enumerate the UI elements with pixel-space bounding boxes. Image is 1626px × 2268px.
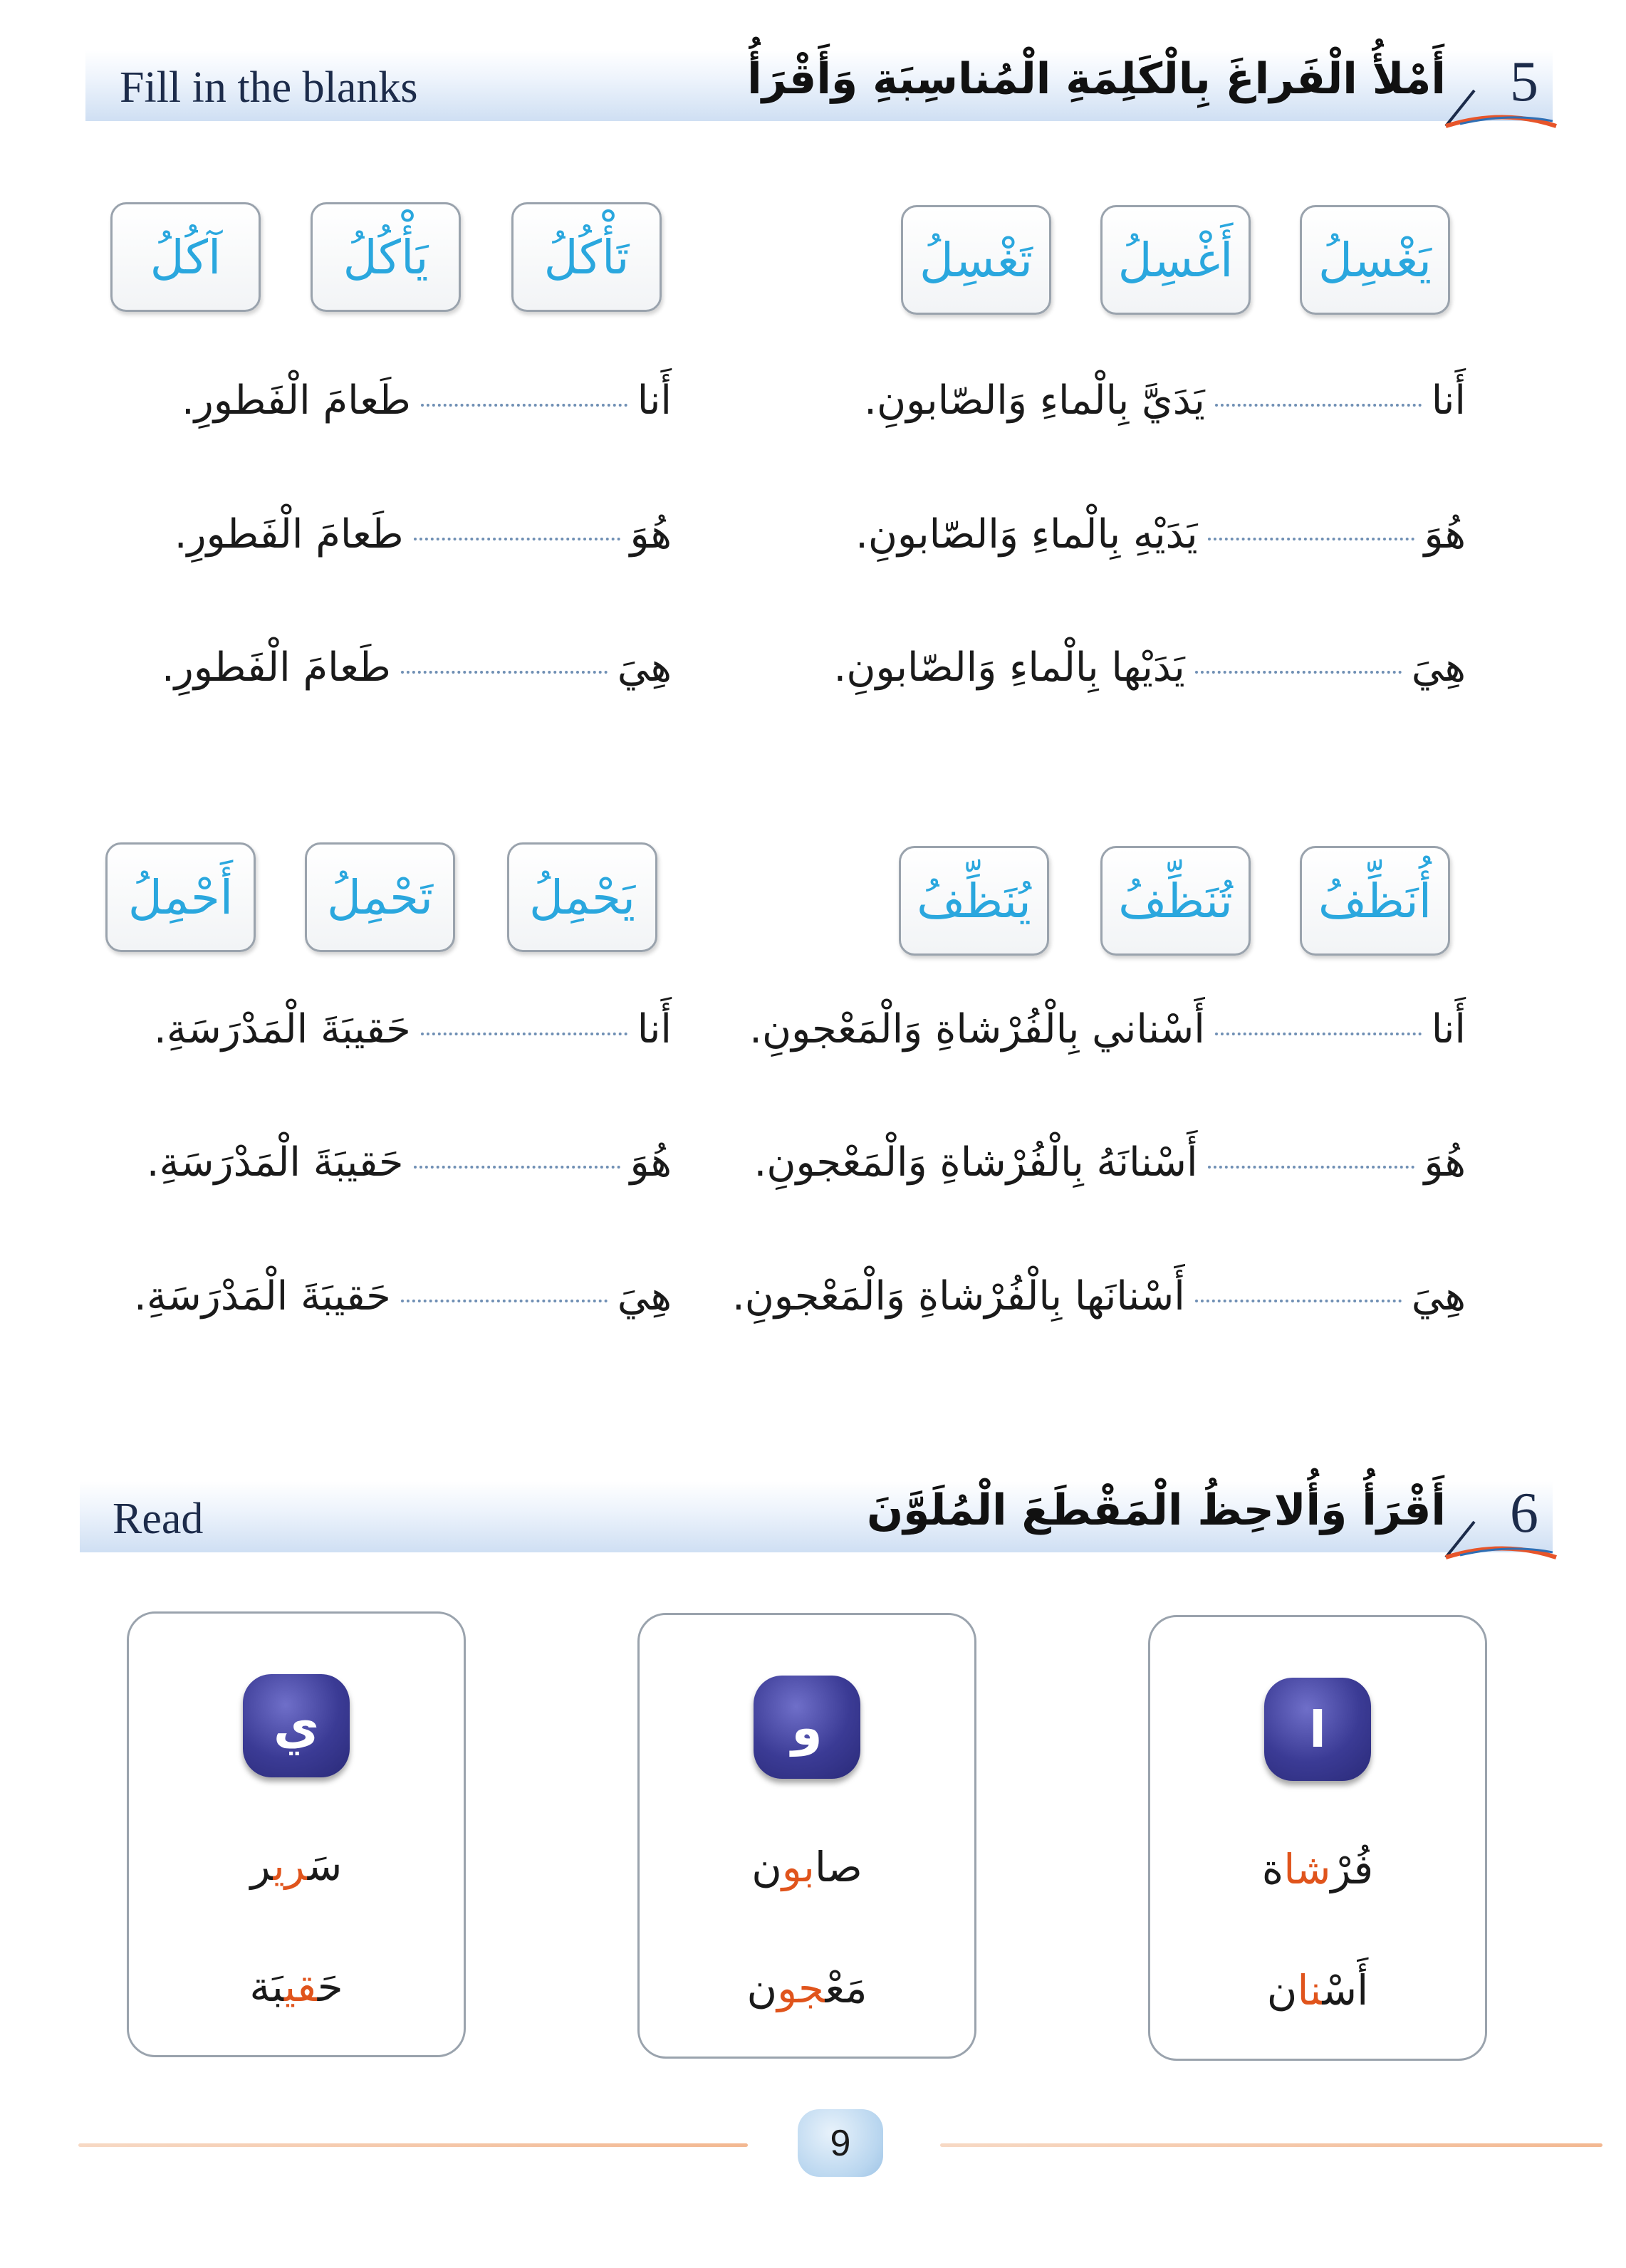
blank-field[interactable] [401,1298,608,1302]
letter-badge: ي [243,1674,350,1777]
sentence-rest: حَقيبَةَ الْمَدْرَسَةِ. [134,1273,391,1319]
sentence-1-4 [182,377,672,424]
section-6-header [80,1481,1553,1552]
sentence-rest: أَسْنانَها بِالْفُرْشاةِ وَالْمَعْجونِ. [731,1273,1185,1319]
blank-field[interactable] [414,536,620,540]
word-option-yunazzifu[interactable]: يُنَظِّفُ [899,846,1049,956]
card-word: حَقيبَة [249,1963,343,2011]
card-word: فُرْشاة [1261,1845,1374,1893]
blank-field[interactable] [1195,1298,1402,1302]
sentence-rest: يَدَيَّ بِالْماءِ وَالصّابونِ. [864,377,1205,424]
sentence-2-5 [147,1139,672,1186]
section-6-number: 6 [1510,1482,1538,1545]
sentence-rest: أَسْناني بِالْفُرْشاةِ وَالْمَعْجونِ. [749,1006,1205,1052]
word-option-aghsilu[interactable]: أَغْسِلُ [1100,205,1251,315]
blank-field[interactable] [421,1031,627,1035]
section-5-title-ar: أَمْلأُ الْفَراغَ بِالْكَلِمَةِ الْمُناسِبَةِ وَأَقْرَأُ [747,54,1446,104]
section-5-title-en: Fill in the blanks [120,63,418,112]
sentence-1-3 [834,644,1466,691]
sentence-rest: يَدَيْها بِالْماءِ وَالصّابونِ. [833,644,1185,691]
word-option-taghsilu[interactable]: تَغْسِلُ [901,205,1051,315]
word-option-tunazzifu[interactable]: تُنَظِّفُ [1100,846,1251,956]
sentence-subject: أَنا [637,1006,672,1052]
blank-field[interactable] [401,669,608,674]
sentence-2-3 [732,1273,1466,1319]
section-6-title-en: Read [113,1495,204,1543]
blank-field[interactable] [1208,536,1414,540]
letter-card-ya [127,1611,466,2057]
sentence-rest: يَدَيْهِ بِالْماءِ وَالصّابونِ. [855,511,1198,558]
swoosh-icon [1432,1518,1560,1561]
sentence-subject: هِيَ [617,1273,672,1319]
blank-field[interactable] [1215,402,1422,407]
blank-field[interactable] [1215,1031,1422,1035]
sentence-subject: هُوَ [630,511,672,558]
blank-field[interactable] [1208,1164,1414,1169]
sentence-subject: أَنا [1431,377,1466,424]
letter-card-waw [637,1613,976,2059]
sentence-subject: أَنا [1431,1006,1466,1052]
sentence-1-2 [855,511,1466,558]
sentence-1-6 [162,644,672,691]
sentence-rest: طَعامَ الْفَطورِ. [182,377,411,424]
blank-field[interactable] [1195,669,1402,674]
sentence-subject: أَنا [637,377,672,424]
sentence-rest: حَقيبَةَ الْمَدْرَسَةِ. [146,1139,404,1186]
word-option-tahmilu[interactable]: تَحْمِلُ [305,842,455,952]
letter-badge: ا [1264,1678,1371,1781]
word-option-yakulu[interactable]: يَأْكُلُ [311,202,461,312]
sentence-rest: حَقيبَةَ الْمَدْرَسَةِ. [154,1006,411,1052]
word-option-yaghsilu[interactable]: يَغْسِلُ [1300,205,1450,315]
sentence-1-5 [174,511,672,558]
card-word: سَرير [250,1841,343,1890]
sentence-subject: هُوَ [630,1139,672,1186]
word-option-takulu[interactable]: تَأْكُلُ [511,202,662,312]
section-6-title-ar: أَقْرَأُ وَأُلاحِظُ الْمَقْطَعَ الْمُلَوَّنَ [866,1485,1446,1535]
footer-line-left [78,2143,748,2147]
sentence-subject: هِيَ [1411,1273,1466,1319]
word-option-akulu[interactable]: آكُلُ [110,202,261,312]
letter-badge: و [754,1676,860,1779]
card-word: أَسْنان [1266,1966,1369,2014]
blank-field[interactable] [421,402,627,407]
sentence-subject: هُوَ [1424,511,1466,558]
sentence-2-1 [749,1006,1466,1052]
word-option-unazzifu[interactable]: أُنَظِّفُ [1300,846,1450,956]
word-option-yahmilu[interactable]: يَحْمِلُ [507,842,657,952]
sentence-subject: هِيَ [617,644,672,691]
blank-field[interactable] [414,1164,620,1169]
footer-line-right [940,2143,1602,2147]
section-5-header [85,50,1553,121]
sentence-rest: طَعامَ الْفَطورِ. [174,511,404,558]
sentence-rest: طَعامَ الْفَطورِ. [162,644,391,691]
word-option-ahmilu[interactable]: أَحْمِلُ [105,842,256,952]
letter-card-alif [1148,1615,1487,2061]
card-word: مَعْجون [746,1964,867,2012]
page-number: 9 [798,2109,883,2177]
sentence-2-4 [154,1006,672,1052]
card-word: صابون [751,1843,862,1891]
sentence-2-2 [754,1139,1466,1186]
section-5-number: 5 [1510,51,1538,113]
swoosh-icon [1432,87,1560,130]
sentence-1-1 [864,377,1466,424]
sentence-subject: هِيَ [1411,644,1466,691]
sentence-subject: هُوَ [1424,1139,1466,1186]
sentence-2-6 [134,1273,672,1319]
sentence-rest: أَسْنانَهُ بِالْفُرْشاةِ وَالْمَعْجونِ. [754,1139,1198,1186]
